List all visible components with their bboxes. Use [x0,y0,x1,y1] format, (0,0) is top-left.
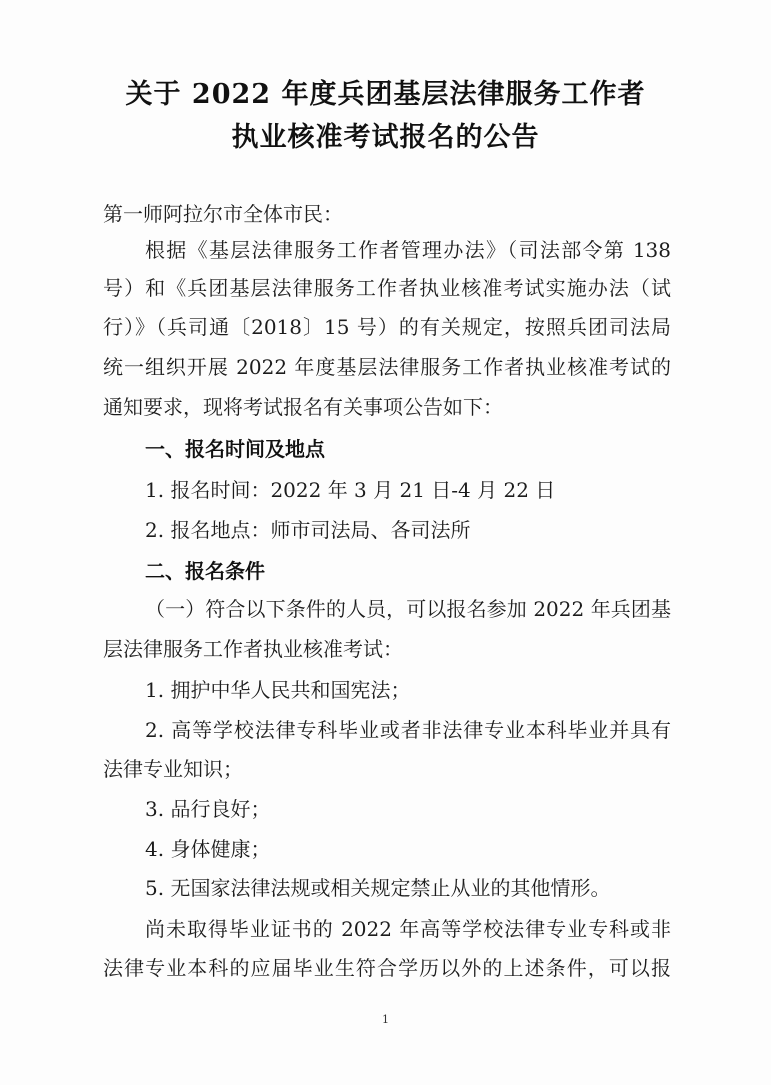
condition-2-line-2: 法律专业知识； [103,757,243,781]
intro-line-5: 通知要求，现将考试报名有关事项公告如下： [103,395,503,419]
section1-heading: 一、报名时间及地点 [145,437,325,461]
graduates-line-1: 尚未取得毕业证书的 2022 年高等学校法律专业专科或非 [145,917,671,941]
condition-2-line-1: 2. 高等学校法律专科毕业或者非法律专业本科毕业并具有 [145,718,671,742]
document-title-line-2: 执业核准考试报名的公告 [231,122,540,153]
intro-line-1: 根据《基层法律服务工作者管理办法》（司法部令第 138 [145,238,671,262]
registration-place: 2. 报名地点：师市司法局、各司法所 [145,518,471,542]
salutation: 第一师阿拉尔市全体市民： [103,202,343,226]
condition-4: 4. 身体健康； [145,837,271,861]
intro-line-4: 统一组织开展 2022 年度基层法律服务工作者执业核准考试的 [103,355,671,379]
page-number: 1 [382,1013,389,1026]
intro-line-3: 行）》（兵司通〔2018〕15 号）的有关规定，按照兵团司法局 [103,315,671,339]
condition-3: 3. 品行良好； [145,797,271,821]
condition-5: 5. 无国家法律法规或相关规定禁止从业的其他情形。 [145,876,611,900]
eligibility-sub1-line-1: （一）符合以下条件的人员，可以报名参加 2022 年兵团基 [145,597,671,621]
registration-time: 1. 报名时间：2022 年 3 月 21 日-4 月 22 日 [145,478,556,502]
section2-heading: 二、报名条件 [145,559,265,583]
condition-1: 1. 拥护中华人民共和国宪法； [145,678,411,702]
eligibility-sub1-line-2: 层法律服务工作者执业核准考试： [103,637,403,661]
document-title-line-1: 关于 2022 年度兵团基层法律服务工作者 [125,79,646,110]
intro-line-2: 号）和《兵团基层法律服务工作者执业核准考试实施办法（试 [103,276,671,300]
graduates-line-2: 法律专业本科的应届毕业生符合学历以外的上述条件，可以报 [103,956,671,980]
